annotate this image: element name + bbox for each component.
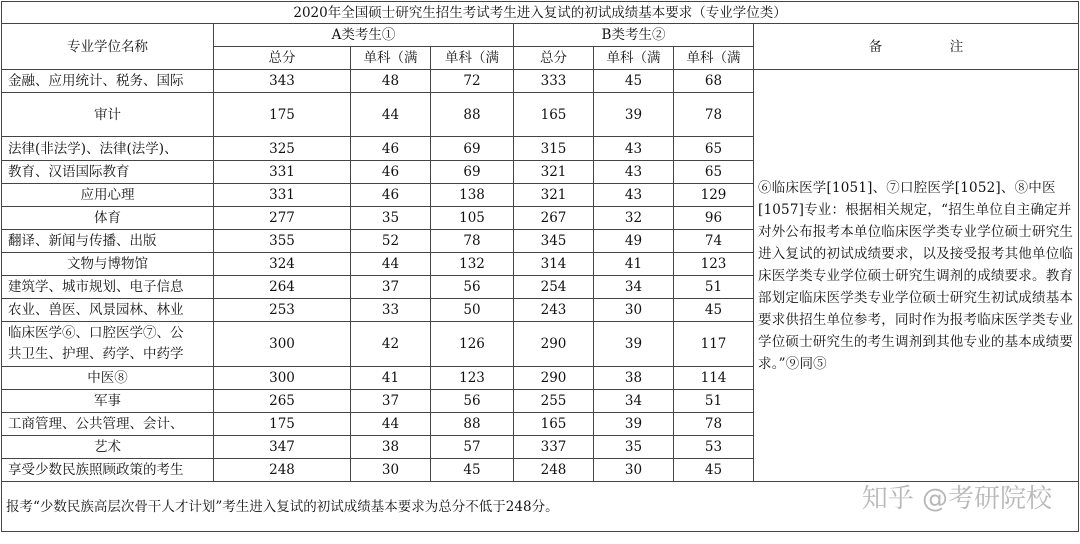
- cell-b-total: 321: [514, 161, 594, 184]
- cell-b-total: 254: [514, 276, 594, 299]
- col-header-b-total: 总分: [514, 47, 594, 70]
- cell-a-s1: 37: [351, 390, 431, 413]
- cell-b-total: 165: [514, 413, 594, 436]
- col-header-remarks: 备 注: [754, 24, 1079, 70]
- row-name: 工商管理、公共管理、会计、: [2, 413, 214, 436]
- col-header-name: 专业学位名称: [2, 24, 214, 70]
- col-header-a-total: 总分: [214, 47, 351, 70]
- cell-a-s1: 44: [351, 253, 431, 276]
- cell-a-s1: 41: [351, 367, 431, 390]
- row-name: 法律(非法学)、法律(法学)、: [2, 137, 214, 161]
- cell-a-s1: 33: [351, 299, 431, 322]
- cell-b-total: 267: [514, 207, 594, 230]
- cell-b-total: 345: [514, 230, 594, 253]
- footer-note: 报考“少数民族高层次骨干人才计划”考生进入复试的初试成绩基本要求为总分不低于248分。: [2, 482, 1079, 532]
- cell-b-s1: 32: [594, 207, 674, 230]
- cell-a-s2: 56: [431, 276, 514, 299]
- cell-a-total: 300: [214, 367, 351, 390]
- cell-b-s1: 49: [594, 230, 674, 253]
- cell-b-s1: 43: [594, 137, 674, 161]
- cell-a-s2: 138: [431, 184, 514, 207]
- cell-b-s1: 39: [594, 93, 674, 137]
- cell-a-s1: 44: [351, 93, 431, 137]
- cell-b-s2: 123: [674, 253, 754, 276]
- cell-b-s2: 96: [674, 207, 754, 230]
- cell-b-total: 290: [514, 322, 594, 367]
- cell-b-total: 248: [514, 459, 594, 482]
- col-header-a-single-150: 单科（满: [431, 47, 514, 70]
- cell-b-s1: 43: [594, 161, 674, 184]
- cell-b-total: 165: [514, 93, 594, 137]
- remarks-note: ⑥临床医学[1051]、⑦口腔医学[1052]、⑧中医[1057]专业：根据相关规定，“招生单位自主确定并对外公布报考本单位临床医学类专业学位硕士研究生进入复试的初试成绩要求，以及接受报考其他单位临床医学类专业学位硕士研究生调剂的成绩要求。教育部划定临床医学类专业学位硕士研究生初试成绩基本要求供招生单位参考，同时作为报考临床医学类专业学位硕士研究生的考生调剂到其他专业的基本成绩要求。”⑨同⑤: [754, 70, 1079, 482]
- cell-a-total: 264: [214, 276, 351, 299]
- score-table: [1, 1, 1079, 532]
- cell-b-s2: 74: [674, 230, 754, 253]
- cell-a-s1: 52: [351, 230, 431, 253]
- cell-a-total: 265: [214, 390, 351, 413]
- cell-a-total: 331: [214, 161, 351, 184]
- cell-a-s1: 46: [351, 184, 431, 207]
- cell-b-s1: 39: [594, 322, 674, 367]
- row-name: 享受少数民族照顾政策的考生: [2, 459, 214, 482]
- cell-b-total: 314: [514, 253, 594, 276]
- cell-a-s1: 48: [351, 70, 431, 93]
- cell-a-s2: 72: [431, 70, 514, 93]
- cell-b-s1: 41: [594, 253, 674, 276]
- cell-b-s2: 129: [674, 184, 754, 207]
- cell-a-s1: 46: [351, 161, 431, 184]
- cell-b-s1: 43: [594, 184, 674, 207]
- cell-b-total: 321: [514, 184, 594, 207]
- cell-a-s1: 30: [351, 459, 431, 482]
- cell-a-s2: 123: [431, 367, 514, 390]
- row-name: 金融、应用统计、税务、国际: [2, 70, 214, 93]
- row-name-line1: 临床医学⑥、口腔医学⑦、公: [8, 325, 184, 341]
- cell-a-s2: 88: [431, 413, 514, 436]
- cell-b-s1: 35: [594, 436, 674, 459]
- cell-b-total: 290: [514, 367, 594, 390]
- cell-b-s1: 45: [594, 70, 674, 93]
- col-header-b-single-150: 单科（满: [674, 47, 754, 70]
- cell-a-s2: 50: [431, 299, 514, 322]
- row-name: 翻译、新闻与传播、出版: [2, 230, 214, 253]
- cell-a-s1: 38: [351, 436, 431, 459]
- cell-b-s2: 68: [674, 70, 754, 93]
- cell-a-total: 355: [214, 230, 351, 253]
- row-name: [2, 322, 214, 367]
- cell-a-s1: 46: [351, 137, 431, 161]
- cell-b-s2: 51: [674, 390, 754, 413]
- cell-a-s2: 69: [431, 137, 514, 161]
- row-name: 应用心理: [2, 184, 214, 207]
- table-row: [2, 70, 1079, 93]
- cell-a-s2: 132: [431, 253, 514, 276]
- cell-a-total: 343: [214, 70, 351, 93]
- col-header-a-single-100: 单科（满: [351, 47, 431, 70]
- cell-a-s1: 37: [351, 276, 431, 299]
- cell-b-s1: 34: [594, 276, 674, 299]
- cell-a-s1: 42: [351, 322, 431, 367]
- row-name: 中医⑧: [2, 367, 214, 390]
- cell-b-s2: 65: [674, 161, 754, 184]
- cell-a-s2: 45: [431, 459, 514, 482]
- cell-b-total: 315: [514, 137, 594, 161]
- cell-a-s2: 69: [431, 161, 514, 184]
- cell-b-s2: 45: [674, 299, 754, 322]
- cell-b-s2: 117: [674, 322, 754, 367]
- table-title: 2020年全国硕士研究生招生考试考生进入复试的初试成绩基本要求（专业学位类）: [2, 2, 1079, 24]
- cell-a-s1: 44: [351, 413, 431, 436]
- cell-a-s2: 57: [431, 436, 514, 459]
- row-name: 艺术: [2, 436, 214, 459]
- cell-b-total: 337: [514, 436, 594, 459]
- cell-a-s2: 78: [431, 230, 514, 253]
- col-header-b-single-100: 单科（满: [594, 47, 674, 70]
- cell-a-s2: 105: [431, 207, 514, 230]
- cell-a-s2: 88: [431, 93, 514, 137]
- cell-b-s1: 38: [594, 367, 674, 390]
- row-name: 文物与博物馆: [2, 253, 214, 276]
- row-name: 建筑学、城市规划、电子信息: [2, 276, 214, 299]
- cell-a-total: 253: [214, 299, 351, 322]
- row-name: 军事: [2, 390, 214, 413]
- cell-a-total: 175: [214, 413, 351, 436]
- cell-b-s1: 30: [594, 299, 674, 322]
- cell-b-total: 333: [514, 70, 594, 93]
- cell-a-total: 331: [214, 184, 351, 207]
- cell-a-s1: 35: [351, 207, 431, 230]
- cell-b-s2: 114: [674, 367, 754, 390]
- watermark: 知乎 @考研院校: [861, 484, 1052, 514]
- row-name-line2: 共卫生、护理、药学、中药学: [8, 346, 184, 362]
- cell-b-s2: 51: [674, 276, 754, 299]
- cell-a-total: 300: [214, 322, 351, 367]
- cell-b-total: 255: [514, 390, 594, 413]
- row-name: 农业、兽医、风景园林、林业: [2, 299, 214, 322]
- col-header-group-b: B类考生②: [514, 24, 754, 47]
- cell-b-s2: 78: [674, 413, 754, 436]
- cell-b-s2: 65: [674, 137, 754, 161]
- cell-a-total: 324: [214, 253, 351, 276]
- row-name: 审计: [2, 93, 214, 137]
- cell-b-s2: 45: [674, 459, 754, 482]
- cell-b-s1: 34: [594, 390, 674, 413]
- col-header-group-a: A类考生①: [214, 24, 514, 47]
- row-name: 教育、汉语国际教育: [2, 161, 214, 184]
- row-name: 体育: [2, 207, 214, 230]
- cell-a-s2: 56: [431, 390, 514, 413]
- cell-a-total: 325: [214, 137, 351, 161]
- cell-b-s1: 39: [594, 413, 674, 436]
- cell-b-s2: 78: [674, 93, 754, 137]
- cell-a-total: 175: [214, 93, 351, 137]
- cell-a-s2: 126: [431, 322, 514, 367]
- cell-b-s2: 53: [674, 436, 754, 459]
- cell-b-s1: 30: [594, 459, 674, 482]
- cell-b-total: 243: [514, 299, 594, 322]
- cell-a-total: 277: [214, 207, 351, 230]
- cell-a-total: 248: [214, 459, 351, 482]
- cell-a-total: 347: [214, 436, 351, 459]
